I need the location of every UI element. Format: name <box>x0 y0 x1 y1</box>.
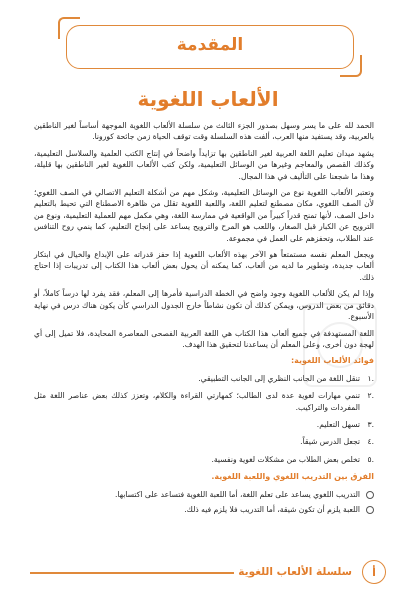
item-number: .٢ <box>367 391 374 401</box>
list-item <box>34 419 374 430</box>
page-title: المقدمة <box>176 35 244 55</box>
paragraph: الحمد لله على ما يسر وسهل بصدور الجزء الثالث من سلسلة الألعاب اللغوية الموجهة أساساً لغير الناطقين بالعربية، وقد يستفيد منها العرب، ألفت هذه السلسلة وقت توقف الحياة زمن جائحة كورونا. <box>34 121 374 142</box>
section-title: الألعاب اللغوية <box>137 87 279 111</box>
item-text: تسهل التعليم. <box>316 419 360 429</box>
benefits-heading: فوائد الألعاب اللغوية: <box>290 356 374 366</box>
title-frame <box>66 25 354 69</box>
paragraph: وإذا لم يكن للألعاب اللغوية وجود واضح في الخطة الدراسية فأمرها إلى المعلم، فقد يفرد لها درساً كاملاً، أو دقائق من بعض الدروس، ويمكن كذلك أن تكون نشاطاً خارج الجدول الدراسي كأن يكون هناك درس في نهاية الأسبوع. <box>34 289 374 322</box>
paragraph: يشهد ميدان تعليم اللغة العربية لغير الناطقين بها تزايداً واضحاً في إنتاج الكتب العلمية والسلاسل التعليمية، وكذلك القصص والمعاجم وغيرها من الوسائل التعليمية، ولكن كتب الألعاب اللغوية لغير الناطقين بها قليلة، وهذا ما شجعنا على التأليف في هذا المجال. <box>34 148 374 181</box>
circle-bullet-icon <box>366 506 374 514</box>
item-text: تجعل الدرس شيقاً. <box>300 437 360 447</box>
series-title: سلسلة الألعاب اللغوية <box>234 566 356 578</box>
item-number: .٤ <box>367 437 374 447</box>
list-item <box>34 454 374 465</box>
list-item <box>34 504 360 515</box>
page-number: أ <box>362 560 386 584</box>
decorative-watermark-icon <box>300 300 380 390</box>
item-number: .٥ <box>367 454 374 464</box>
footer <box>234 560 386 584</box>
item-text: اللعبة يلزم أن تكون شيقة، أما التدريب فلا يلزم فيه ذلك. <box>184 504 360 514</box>
list-item <box>34 489 360 500</box>
frame-corner-ornament <box>340 55 362 77</box>
circle-bullet-icon <box>366 491 374 499</box>
item-text: تخلص بعض الطلاب من مشكلات لغوية ونفسية. <box>211 454 360 464</box>
paragraph: وتعتبر الألعاب اللغوية نوع من الوسائل التعليمية، وشكل مهم من أشكلة التعليم الاتصالي في الصف اللغوي؛ لأن الصف اللغوي، مكان مصطنع لتعليم اللغة، واللعبة اللغوية تقلل من ظاهرة الاصطناع التي تحيط بالتعليم داخل الصف، لأنها تمنح قدراً كبيراً من الواقعية في ممارسة اللغة، وهي مكمل مهم للعملية التعليمية، ونوع من الترويح عن الكبار قبل الصغار، واللعب هو المرح والترويح يساعد على إنجاح التعليم، كما ينمي روح التنافس عند الطلاب، وتحفزهم على العمل في مجموعة. <box>34 188 374 243</box>
paragraph: ويجعل المعلم نفسه مستمتعاً هو الآخر بهذه الألعاب اللغوية إذا حفز قدراته على الإبداع والخيال في ابتكار ألعاب جديدة، وتطوير ما لديه من ألعاب، كما يمكنه أن يحول بعض ألعاب هذا الكتاب إلى تدريبات إذا احتاج ذلك. <box>34 250 374 282</box>
paragraph: اللغة المستهدفة في جميع ألعاب هذا الكتاب هي اللغة العربية الفصحى المعاصرة المحايدة، فلا تميل إلى أي لهجة دون أخرى، وعلى المعلم أن يساعدنا لتحقيق هذا الهدف. <box>34 328 374 349</box>
item-text: تنمي مهارات لغوية عدة لدى الطالب؛ كمهارتي القراءة والكلام، وتعزز كذلك بعض عناصر اللغة مثل المفردات والتراكيب. <box>34 391 360 412</box>
item-number: .١ <box>367 373 374 383</box>
item-text: تنقل اللغة من الجانب النظري إلى الجانب التطبيقي. <box>198 373 360 383</box>
item-text: التدريب اللغوي يساعد على تعلم اللغة، أما اللعبة اللغوية فتساعد على اكتسابها. <box>114 489 360 499</box>
list-item <box>34 436 374 447</box>
difference-list <box>34 489 374 516</box>
item-number: .٣ <box>367 419 374 429</box>
difference-heading: الفرق بين التدريب اللغوي واللعبة اللغوية. <box>211 472 374 482</box>
list-item <box>34 390 374 413</box>
